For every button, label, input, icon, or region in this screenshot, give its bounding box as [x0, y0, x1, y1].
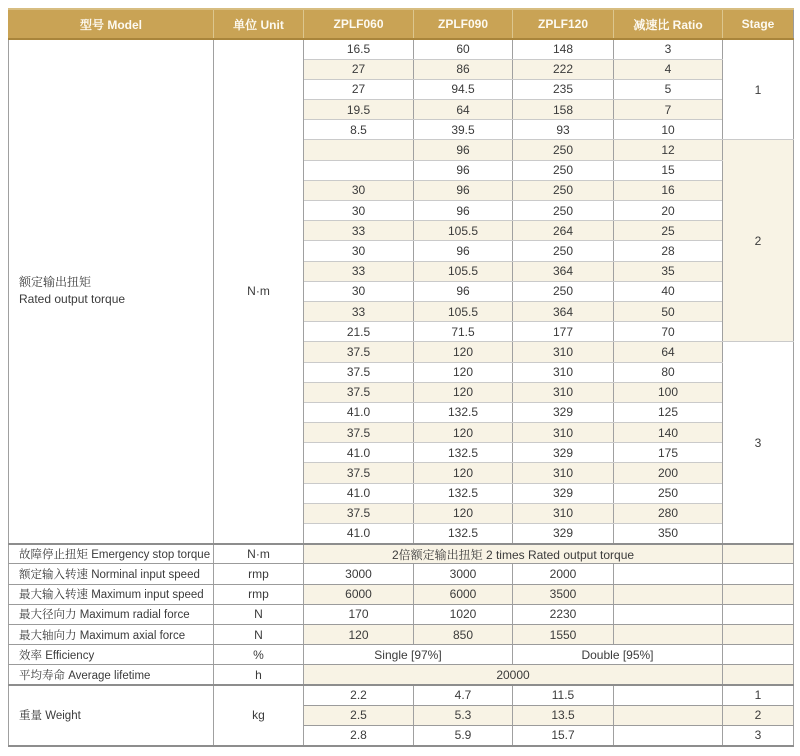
spec-row — [9, 544, 794, 564]
spec-split-cell: Single [97%] — [304, 645, 513, 665]
torque-value-cell: 250 — [513, 160, 614, 180]
weight-value-cell: 2.8 — [304, 725, 414, 745]
weight-stage-cell: 3 — [723, 725, 794, 745]
torque-value-cell: 120 — [414, 382, 513, 402]
torque-value-cell: 30 — [304, 201, 414, 221]
torque-value-cell: 37.5 — [304, 342, 414, 362]
ratio-cell: 70 — [614, 322, 723, 342]
torque-value-cell: 86 — [414, 59, 513, 79]
spec-value-cell: 3500 — [513, 584, 614, 604]
rated-output-torque-label — [9, 39, 214, 544]
spec-value-cell: 120 — [304, 624, 414, 644]
col-header-ratio: 减速比 Ratio — [614, 9, 723, 39]
spec-unit-cell: % — [214, 645, 304, 665]
torque-value-cell: 96 — [414, 140, 513, 160]
torque-unit-cell: N·m — [214, 39, 304, 544]
torque-value-cell: 94.5 — [414, 79, 513, 99]
ratio-cell: 5 — [614, 79, 723, 99]
stage-empty-cell — [723, 564, 794, 584]
torque-value-cell: 120 — [414, 423, 513, 443]
header-row — [9, 9, 794, 39]
torque-value-cell: 235 — [513, 79, 614, 99]
ratio-cell: 200 — [614, 463, 723, 483]
ratio-cell: 25 — [614, 221, 723, 241]
spec-unit-cell: N·m — [214, 544, 304, 564]
torque-value-cell: 96 — [414, 160, 513, 180]
spec-unit-cell: rmp — [214, 584, 304, 604]
torque-value-cell: 96 — [414, 201, 513, 221]
spec-value-cell: 2230 — [513, 604, 614, 624]
torque-value-cell: 37.5 — [304, 382, 414, 402]
spec-unit-cell: N — [214, 604, 304, 624]
spec-value-cell: 1020 — [414, 604, 513, 624]
ratio-empty-cell — [614, 705, 723, 725]
torque-value-cell: 132.5 — [414, 443, 513, 463]
torque-value-cell: 19.5 — [304, 100, 414, 120]
ratio-cell: 350 — [614, 524, 723, 544]
spec-row — [9, 624, 794, 644]
torque-value-cell: 37.5 — [304, 423, 414, 443]
weight-stage-cell: 1 — [723, 685, 794, 705]
torque-value-cell: 132.5 — [414, 402, 513, 422]
weight-label-cell: 重量 Weight — [9, 685, 214, 746]
spec-label-cell: 最大轴向力 Maximum axial force — [9, 624, 214, 644]
torque-value-cell: 364 — [513, 301, 614, 321]
spec-value-cell: 3000 — [304, 564, 414, 584]
ratio-empty-cell — [614, 725, 723, 745]
spec-row — [9, 564, 794, 584]
torque-value-cell: 250 — [513, 201, 614, 221]
torque-value-cell: 33 — [304, 261, 414, 281]
torque-value-cell: 41.0 — [304, 524, 414, 544]
col-header-model: 型号 Model — [9, 9, 214, 39]
ratio-cell: 250 — [614, 483, 723, 503]
torque-value-cell: 37.5 — [304, 362, 414, 382]
ratio-cell: 80 — [614, 362, 723, 382]
ratio-empty-cell — [614, 564, 723, 584]
torque-value-cell: 250 — [513, 140, 614, 160]
ratio-empty-cell — [614, 584, 723, 604]
torque-value-cell: 27 — [304, 79, 414, 99]
spec-label-cell: 效率 Efficiency — [9, 645, 214, 665]
spec-unit-cell: rmp — [214, 564, 304, 584]
torque-value-cell: 120 — [414, 362, 513, 382]
ratio-empty-cell — [614, 604, 723, 624]
ratio-cell: 3 — [614, 39, 723, 59]
spec-unit-cell: N — [214, 624, 304, 644]
torque-label-en: Rated output torque — [19, 292, 126, 307]
spec-split-cell: Double [95%] — [513, 645, 723, 665]
torque-value-cell: 158 — [513, 100, 614, 120]
stage-empty-cell — [723, 624, 794, 644]
ratio-cell: 35 — [614, 261, 723, 281]
weight-value-cell: 11.5 — [513, 685, 614, 705]
spec-value-cell: 1550 — [513, 624, 614, 644]
torque-value-cell: 250 — [513, 281, 614, 301]
torque-value-cell: 310 — [513, 423, 614, 443]
ratio-cell: 4 — [614, 59, 723, 79]
spec-span-cell: 20000 — [304, 665, 723, 685]
spec-row — [9, 584, 794, 604]
torque-value-cell: 329 — [513, 443, 614, 463]
torque-value-cell: 132.5 — [414, 483, 513, 503]
weight-row — [9, 685, 794, 705]
weight-value-cell: 5.9 — [414, 725, 513, 745]
torque-value-cell: 310 — [513, 362, 614, 382]
torque-value-cell: 41.0 — [304, 443, 414, 463]
ratio-cell: 16 — [614, 180, 723, 200]
torque-value-cell: 96 — [414, 281, 513, 301]
ratio-cell: 140 — [614, 423, 723, 443]
torque-value-cell: 264 — [513, 221, 614, 241]
stage-empty-cell — [723, 544, 794, 564]
stage-empty-cell — [723, 645, 794, 665]
torque-value-cell: 310 — [513, 503, 614, 523]
torque-value-cell: 329 — [513, 402, 614, 422]
ratio-cell: 64 — [614, 342, 723, 362]
torque-row — [9, 39, 794, 59]
torque-value-cell: 93 — [513, 120, 614, 140]
ratio-cell: 15 — [614, 160, 723, 180]
ratio-cell: 40 — [614, 281, 723, 301]
torque-value-cell: 37.5 — [304, 503, 414, 523]
torque-value-cell: 120 — [414, 503, 513, 523]
weight-value-cell: 15.7 — [513, 725, 614, 745]
spec-value-cell: 3000 — [414, 564, 513, 584]
spec-row — [9, 645, 794, 665]
ratio-cell: 100 — [614, 382, 723, 402]
ratio-empty-cell — [614, 685, 723, 705]
ratio-cell: 28 — [614, 241, 723, 261]
spec-value-cell: 6000 — [414, 584, 513, 604]
torque-value-cell: 222 — [513, 59, 614, 79]
weight-value-cell: 5.3 — [414, 705, 513, 725]
stage-empty-cell — [723, 665, 794, 685]
torque-value-cell: 30 — [304, 180, 414, 200]
torque-value-cell: 30 — [304, 281, 414, 301]
table-header — [9, 9, 794, 39]
col-header-zplf060: ZPLF060 — [304, 9, 414, 39]
col-header-zplf120: ZPLF120 — [513, 9, 614, 39]
spec-value-cell: 850 — [414, 624, 513, 644]
torque-value-cell: 120 — [414, 463, 513, 483]
torque-value-cell: 96 — [414, 241, 513, 261]
ratio-cell: 12 — [614, 140, 723, 160]
torque-value-cell: 27 — [304, 59, 414, 79]
ratio-cell: 7 — [614, 100, 723, 120]
ratio-empty-cell — [614, 624, 723, 644]
torque-value-cell: 310 — [513, 463, 614, 483]
torque-value-cell: 37.5 — [304, 463, 414, 483]
torque-value-cell: 148 — [513, 39, 614, 59]
spec-row — [9, 665, 794, 685]
ratio-cell: 175 — [614, 443, 723, 463]
torque-value-cell: 60 — [414, 39, 513, 59]
weight-stage-cell: 2 — [723, 705, 794, 725]
stage-empty-cell — [723, 604, 794, 624]
torque-value-cell: 329 — [513, 483, 614, 503]
torque-value-cell: 329 — [513, 524, 614, 544]
torque-value-cell: 96 — [414, 180, 513, 200]
torque-value-cell: 132.5 — [414, 524, 513, 544]
stage-group-cell: 2 — [723, 140, 794, 342]
torque-value-cell: 105.5 — [414, 221, 513, 241]
torque-value-cell: 30 — [304, 241, 414, 261]
col-header-zplf090: ZPLF090 — [414, 9, 513, 39]
torque-value-cell: 71.5 — [414, 322, 513, 342]
torque-value-cell: 105.5 — [414, 261, 513, 281]
torque-value-cell: 8.5 — [304, 120, 414, 140]
ratio-cell: 280 — [614, 503, 723, 523]
torque-value-cell: 250 — [513, 180, 614, 200]
torque-value-cell — [304, 140, 414, 160]
gearbox-spec-table — [8, 8, 794, 747]
table-body — [9, 39, 794, 746]
spec-label-cell: 最大径向力 Maximum radial force — [9, 604, 214, 624]
torque-value-cell: 64 — [414, 100, 513, 120]
torque-value-cell: 39.5 — [414, 120, 513, 140]
torque-value-cell — [304, 160, 414, 180]
weight-value-cell: 13.5 — [513, 705, 614, 725]
spec-value-cell: 6000 — [304, 584, 414, 604]
torque-label-zh: 额定输出扭矩 — [19, 274, 92, 289]
torque-value-cell: 364 — [513, 261, 614, 281]
torque-value-cell: 105.5 — [414, 301, 513, 321]
spec-unit-cell: h — [214, 665, 304, 685]
stage-empty-cell — [723, 584, 794, 604]
col-header-stage: Stage — [723, 9, 794, 39]
ratio-cell: 10 — [614, 120, 723, 140]
spec-span-cell: 2倍额定输出扭矩 2 times Rated output torque — [304, 544, 723, 564]
ratio-cell: 50 — [614, 301, 723, 321]
torque-value-cell: 33 — [304, 301, 414, 321]
torque-value-cell: 33 — [304, 221, 414, 241]
spec-value-cell: 2000 — [513, 564, 614, 584]
torque-value-cell: 41.0 — [304, 483, 414, 503]
spec-row — [9, 604, 794, 624]
torque-value-cell: 250 — [513, 241, 614, 261]
ratio-cell: 20 — [614, 201, 723, 221]
spec-sheet — [8, 8, 793, 747]
stage-group-cell: 1 — [723, 39, 794, 140]
torque-value-cell: 41.0 — [304, 402, 414, 422]
torque-value-cell: 310 — [513, 342, 614, 362]
spec-label-cell: 故障停止扭矩 Emergency stop torque — [9, 544, 214, 564]
weight-unit-cell: kg — [214, 685, 304, 746]
torque-value-cell: 16.5 — [304, 39, 414, 59]
stage-group-cell: 3 — [723, 342, 794, 544]
torque-value-cell: 310 — [513, 382, 614, 402]
spec-label-cell: 额定输入转速 Norminal input speed — [9, 564, 214, 584]
spec-label-cell: 平均寿命 Average lifetime — [9, 665, 214, 685]
weight-value-cell: 2.5 — [304, 705, 414, 725]
spec-label-cell: 最大输入转速 Maximum input speed — [9, 584, 214, 604]
spec-value-cell: 170 — [304, 604, 414, 624]
torque-value-cell: 177 — [513, 322, 614, 342]
torque-value-cell: 120 — [414, 342, 513, 362]
weight-value-cell: 2.2 — [304, 685, 414, 705]
ratio-cell: 125 — [614, 402, 723, 422]
weight-value-cell: 4.7 — [414, 685, 513, 705]
col-header-unit: 单位 Unit — [214, 9, 304, 39]
torque-value-cell: 21.5 — [304, 322, 414, 342]
